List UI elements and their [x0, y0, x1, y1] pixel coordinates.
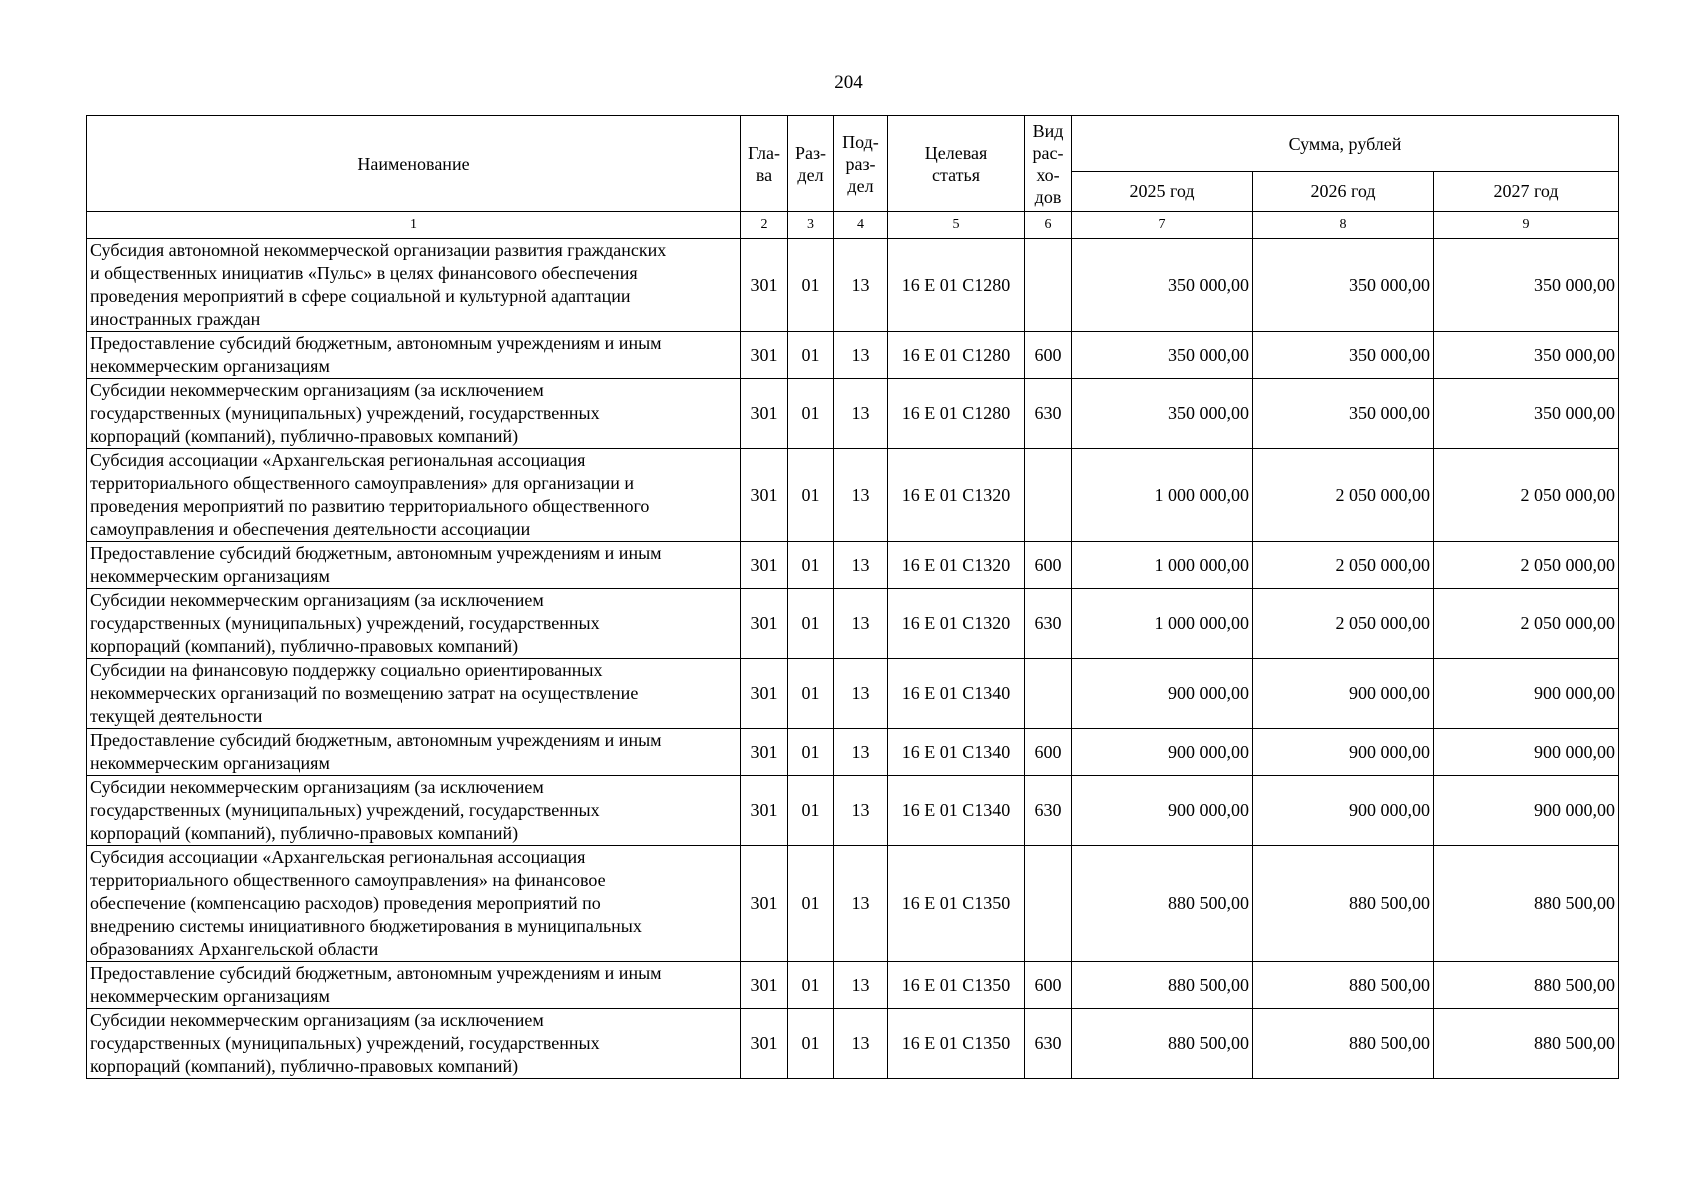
- row-name-line: обеспечение (компенсацию расходов) проведения мероприятий по: [90, 893, 601, 913]
- row-expense-type: 600: [1025, 542, 1072, 589]
- header-expense-type: [1025, 116, 1072, 212]
- header-type-line: хо-: [1036, 164, 1060, 185]
- row-amount-2025: 350 000,00: [1072, 332, 1253, 379]
- table-row: [87, 332, 1619, 379]
- row-subsection: 13: [834, 846, 888, 962]
- row-section: 01: [788, 239, 834, 332]
- row-amount-2025: 880 500,00: [1072, 962, 1253, 1009]
- header-subsection: [834, 116, 888, 212]
- row-amount-2027: 900 000,00: [1434, 729, 1619, 776]
- table-row: [87, 449, 1619, 542]
- row-amount-2025: 880 500,00: [1072, 846, 1253, 962]
- row-target-article: 16 E 01 C1320: [888, 449, 1025, 542]
- header-subsection-line: дел: [847, 175, 874, 196]
- row-amount-2027: 900 000,00: [1434, 659, 1619, 729]
- row-expense-type: 630: [1025, 589, 1072, 659]
- row-expense-type: 630: [1025, 379, 1072, 449]
- row-subsection: 13: [834, 776, 888, 846]
- row-name-line: некоммерческих организаций по возмещению затрат на осуществление: [90, 683, 639, 703]
- header-target-line: Целевая: [924, 142, 988, 163]
- header-year-2025: 2025 год: [1072, 172, 1253, 212]
- row-amount-2027: 900 000,00: [1434, 776, 1619, 846]
- row-subsection: 13: [834, 1009, 888, 1079]
- row-name-line: проведения мероприятий по развитию территориального общественного: [90, 496, 650, 516]
- header-target-line: статья: [932, 164, 980, 185]
- row-name: [87, 846, 741, 962]
- row-subsection: 13: [834, 659, 888, 729]
- header-chapter-line: Гла-: [747, 142, 781, 163]
- row-name-line: Предоставление субсидий бюджетным, автономным учреждениям и иным: [90, 730, 662, 750]
- row-name-line: корпораций (компаний), публично-правовых компаний): [90, 823, 519, 843]
- row-target-article: 16 E 01 C1340: [888, 729, 1025, 776]
- row-name-line: территориального общественного самоуправления» на финансовое: [90, 870, 606, 890]
- row-expense-type: [1025, 659, 1072, 729]
- row-amount-2025: 350 000,00: [1072, 239, 1253, 332]
- row-name-line: Предоставление субсидий бюджетным, автономным учреждениям и иным: [90, 333, 662, 353]
- row-amount-2027: 2 050 000,00: [1434, 542, 1619, 589]
- row-expense-type: 630: [1025, 776, 1072, 846]
- row-name: [87, 776, 741, 846]
- header-chapter: [741, 116, 788, 212]
- table-row: [87, 962, 1619, 1009]
- row-name-line: корпораций (компаний), публично-правовых компаний): [90, 636, 519, 656]
- row-target-article: 16 E 01 C1340: [888, 659, 1025, 729]
- row-section: 01: [788, 379, 834, 449]
- row-amount-2026: 900 000,00: [1253, 729, 1434, 776]
- row-name-line: Субсидии на финансовую поддержку социально ориентированных: [90, 660, 603, 680]
- row-section: 01: [788, 846, 834, 962]
- row-name-line: корпораций (компаний), публично-правовых компаний): [90, 426, 519, 446]
- row-name-line: государственных (муниципальных) учреждений, государственных: [90, 403, 600, 423]
- row-amount-2026: 2 050 000,00: [1253, 589, 1434, 659]
- row-amount-2025: 1 000 000,00: [1072, 542, 1253, 589]
- row-name-line: проведения мероприятий в сфере социальной и культурной адаптации: [90, 286, 631, 306]
- row-chapter: 301: [741, 776, 788, 846]
- row-name: [87, 239, 741, 332]
- row-name-line: Предоставление субсидий бюджетным, автономным учреждениям и иным: [90, 543, 662, 563]
- row-chapter: 301: [741, 729, 788, 776]
- row-expense-type: [1025, 449, 1072, 542]
- row-expense-type: 630: [1025, 1009, 1072, 1079]
- row-section: 01: [788, 776, 834, 846]
- row-section: 01: [788, 962, 834, 1009]
- row-name: [87, 589, 741, 659]
- row-name-line: Субсидии некоммерческим организациям (за исключением: [90, 380, 544, 400]
- row-amount-2025: 900 000,00: [1072, 659, 1253, 729]
- row-section: 01: [788, 332, 834, 379]
- column-number: 2: [741, 212, 788, 239]
- row-amount-2027: 350 000,00: [1434, 239, 1619, 332]
- table-row: [87, 589, 1619, 659]
- row-target-article: 16 E 01 C1280: [888, 332, 1025, 379]
- row-chapter: 301: [741, 542, 788, 589]
- column-number: 4: [834, 212, 888, 239]
- row-chapter: 301: [741, 659, 788, 729]
- row-chapter: 301: [741, 962, 788, 1009]
- table-row: [87, 846, 1619, 962]
- row-chapter: 301: [741, 379, 788, 449]
- row-amount-2025: 900 000,00: [1072, 729, 1253, 776]
- header-subsection-line: Под-: [842, 131, 879, 152]
- row-expense-type: 600: [1025, 962, 1072, 1009]
- row-amount-2025: 350 000,00: [1072, 379, 1253, 449]
- row-amount-2025: 900 000,00: [1072, 776, 1253, 846]
- row-subsection: 13: [834, 332, 888, 379]
- row-subsection: 13: [834, 542, 888, 589]
- row-amount-2027: 880 500,00: [1434, 1009, 1619, 1079]
- row-subsection: 13: [834, 589, 888, 659]
- row-name: [87, 962, 741, 1009]
- row-section: 01: [788, 729, 834, 776]
- row-name-line: образованиях Архангельской области: [90, 939, 379, 959]
- row-subsection: 13: [834, 239, 888, 332]
- row-name-line: государственных (муниципальных) учреждений, государственных: [90, 800, 600, 820]
- row-name: [87, 379, 741, 449]
- row-amount-2026: 880 500,00: [1253, 1009, 1434, 1079]
- row-name-line: государственных (муниципальных) учреждений, государственных: [90, 1033, 600, 1053]
- header-chapter-line: ва: [755, 164, 773, 185]
- row-amount-2027: 350 000,00: [1434, 332, 1619, 379]
- row-amount-2027: 350 000,00: [1434, 379, 1619, 449]
- column-number: 6: [1025, 212, 1072, 239]
- column-number: 8: [1253, 212, 1434, 239]
- row-chapter: 301: [741, 332, 788, 379]
- row-expense-type: 600: [1025, 332, 1072, 379]
- row-name-line: Субсидии некоммерческим организациям (за исключением: [90, 590, 544, 610]
- row-target-article: 16 E 01 C1350: [888, 846, 1025, 962]
- row-subsection: 13: [834, 729, 888, 776]
- row-expense-type: 600: [1025, 729, 1072, 776]
- row-name-line: внедрению системы инициативного бюджетирования в муниципальных: [90, 916, 642, 936]
- row-name-line: Субсидии некоммерческим организациям (за исключением: [90, 1010, 544, 1030]
- row-amount-2026: 350 000,00: [1253, 239, 1434, 332]
- row-chapter: 301: [741, 449, 788, 542]
- row-name-line: Субсидия ассоциации «Архангельская региональная ассоциация: [90, 847, 586, 867]
- row-name-line: некоммерческим организациям: [90, 566, 330, 586]
- header-year-2027: 2027 год: [1434, 172, 1619, 212]
- column-number: 7: [1072, 212, 1253, 239]
- row-name: [87, 659, 741, 729]
- header-target-article: [888, 116, 1025, 212]
- row-target-article: 16 E 01 C1320: [888, 589, 1025, 659]
- row-name-line: иностранных граждан: [90, 309, 261, 329]
- column-number: 3: [788, 212, 834, 239]
- table-row: [87, 1009, 1619, 1079]
- header-year-2026: 2026 год: [1253, 172, 1434, 212]
- column-number: 1: [87, 212, 741, 239]
- row-amount-2026: 900 000,00: [1253, 659, 1434, 729]
- row-name-line: государственных (муниципальных) учреждений, государственных: [90, 613, 600, 633]
- row-name-line: некоммерческим организациям: [90, 986, 330, 1006]
- table-row: [87, 239, 1619, 332]
- row-amount-2026: 2 050 000,00: [1253, 449, 1434, 542]
- row-name-line: Субсидия автономной некоммерческой организации развития гражданских: [90, 240, 667, 260]
- row-chapter: 301: [741, 1009, 788, 1079]
- header-name: Наименование: [87, 116, 741, 212]
- table-row: [87, 659, 1619, 729]
- row-name: [87, 729, 741, 776]
- header-type-line: рас-: [1032, 142, 1064, 163]
- table-row: [87, 729, 1619, 776]
- row-section: 01: [788, 542, 834, 589]
- row-section: 01: [788, 659, 834, 729]
- budget-table: [86, 115, 1619, 1079]
- row-amount-2025: 1 000 000,00: [1072, 589, 1253, 659]
- column-number: 9: [1434, 212, 1619, 239]
- row-amount-2027: 880 500,00: [1434, 962, 1619, 1009]
- row-section: 01: [788, 449, 834, 542]
- row-name-line: Предоставление субсидий бюджетным, автономным учреждениям и иным: [90, 963, 662, 983]
- header-section-line: дел: [797, 164, 824, 185]
- row-target-article: 16 E 01 C1350: [888, 962, 1025, 1009]
- row-amount-2026: 900 000,00: [1253, 776, 1434, 846]
- header-sum: Сумма, рублей: [1072, 116, 1619, 172]
- row-amount-2026: 880 500,00: [1253, 962, 1434, 1009]
- row-name-line: и общественных инициатив «Пульс» в целях финансового обеспечения: [90, 263, 638, 283]
- header-subsection-line: раз-: [845, 153, 876, 174]
- row-name-line: территориального общественного самоуправления» для организации и: [90, 473, 635, 493]
- row-amount-2026: 2 050 000,00: [1253, 542, 1434, 589]
- row-subsection: 13: [834, 379, 888, 449]
- row-target-article: 16 E 01 C1340: [888, 776, 1025, 846]
- row-subsection: 13: [834, 962, 888, 1009]
- row-section: 01: [788, 589, 834, 659]
- row-target-article: 16 E 01 C1280: [888, 379, 1025, 449]
- row-name-line: Субсидия ассоциации «Архангельская региональная ассоциация: [90, 450, 586, 470]
- row-amount-2026: 350 000,00: [1253, 379, 1434, 449]
- page-number: 204: [834, 72, 863, 93]
- row-name: [87, 542, 741, 589]
- row-amount-2026: 350 000,00: [1253, 332, 1434, 379]
- row-name-line: некоммерческим организациям: [90, 356, 330, 376]
- row-name-line: некоммерческим организациям: [90, 753, 330, 773]
- row-chapter: 301: [741, 239, 788, 332]
- row-chapter: 301: [741, 846, 788, 962]
- column-number: 5: [888, 212, 1025, 239]
- header-type-line: Вид: [1032, 120, 1064, 141]
- row-amount-2025: 1 000 000,00: [1072, 449, 1253, 542]
- table-row: [87, 379, 1619, 449]
- row-name: [87, 1009, 741, 1079]
- row-amount-2027: 880 500,00: [1434, 846, 1619, 962]
- row-subsection: 13: [834, 449, 888, 542]
- row-name: [87, 332, 741, 379]
- row-name-line: Субсидии некоммерческим организациям (за исключением: [90, 777, 544, 797]
- table-body: [87, 239, 1619, 1079]
- row-target-article: 16 E 01 C1320: [888, 542, 1025, 589]
- row-chapter: 301: [741, 589, 788, 659]
- header-section: [788, 116, 834, 212]
- row-section: 01: [788, 1009, 834, 1079]
- row-name-line: текущей деятельности: [90, 706, 263, 726]
- row-expense-type: [1025, 846, 1072, 962]
- row-amount-2027: 2 050 000,00: [1434, 589, 1619, 659]
- row-expense-type: [1025, 239, 1072, 332]
- row-amount-2027: 2 050 000,00: [1434, 449, 1619, 542]
- header-type-line: дов: [1034, 186, 1062, 207]
- row-name-line: корпораций (компаний), публично-правовых компаний): [90, 1056, 519, 1076]
- row-name: [87, 449, 741, 542]
- row-name-line: самоуправления и обеспечения деятельности ассоциации: [90, 519, 531, 539]
- row-amount-2025: 880 500,00: [1072, 1009, 1253, 1079]
- header-section-line: Раз-: [794, 142, 827, 163]
- table-row: [87, 542, 1619, 589]
- row-target-article: 16 E 01 C1280: [888, 239, 1025, 332]
- row-target-article: 16 E 01 C1350: [888, 1009, 1025, 1079]
- row-amount-2026: 880 500,00: [1253, 846, 1434, 962]
- table-row: [87, 776, 1619, 846]
